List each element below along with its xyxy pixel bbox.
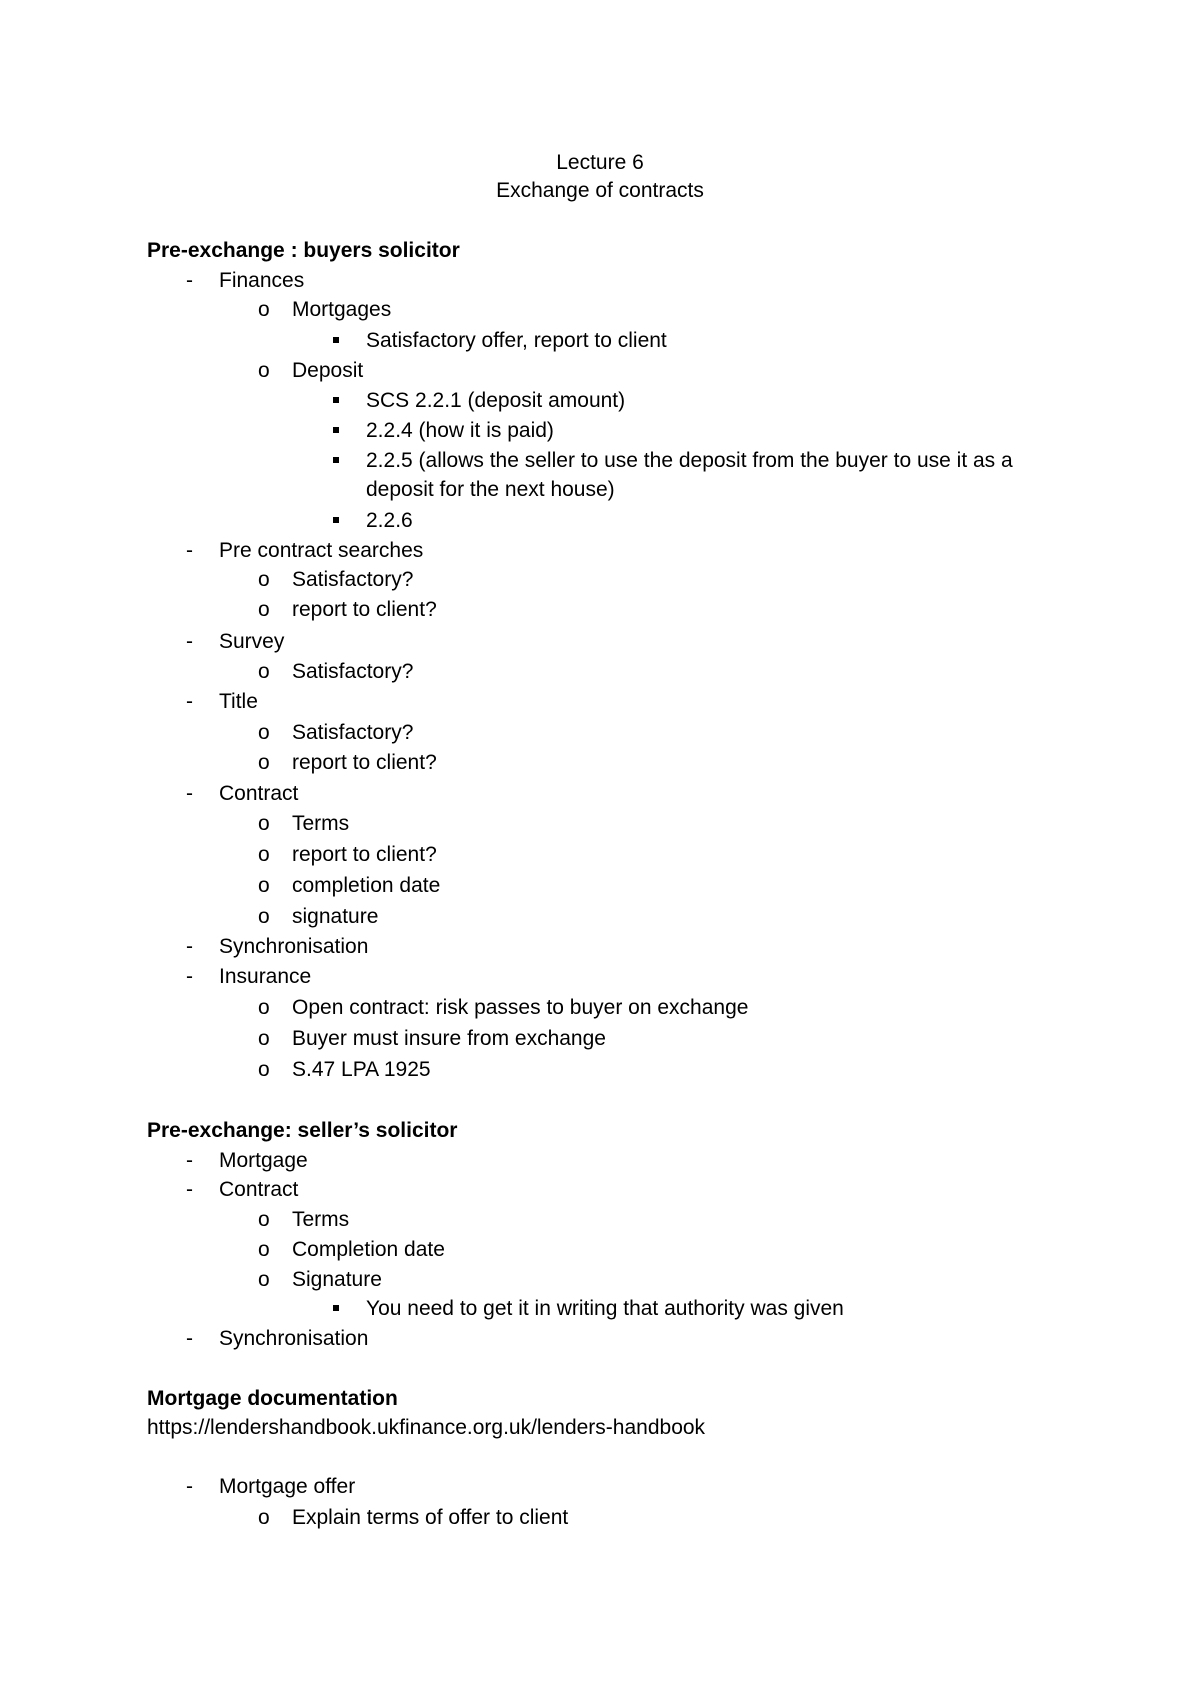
dash-bullet: - [186, 1149, 193, 1172]
dash-bullet: - [186, 539, 193, 562]
section-heading-buyers-solicitor: Pre-exchange : buyers solicitor [147, 239, 460, 262]
dash-bullet: - [186, 1178, 193, 1201]
item-seller-contract-terms: Terms [292, 1208, 350, 1231]
item-contract-completion-date: completion date [292, 874, 441, 897]
item-synchronisation: Synchronisation [219, 935, 369, 958]
circle-bullet: o [258, 874, 270, 897]
section-heading-mortgage-documentation: Mortgage documentation [147, 1387, 398, 1410]
square-bullet [333, 517, 339, 523]
item-survey-satisfactory: Satisfactory? [292, 660, 414, 683]
item-pre-contract-searches: Pre contract searches [219, 539, 424, 562]
item-contract: Contract [219, 782, 299, 805]
dash-bullet: - [186, 935, 193, 958]
dash-bullet: - [186, 269, 193, 292]
lenders-handbook-url: https://lendershandbook.ukfinance.org.uk/lenders-handbook [147, 1416, 706, 1439]
dash-bullet: - [186, 630, 193, 653]
square-bullet [333, 427, 339, 433]
item-searches-report: report to client? [292, 598, 437, 621]
item-contract-report: report to client? [292, 843, 437, 866]
item-seller-contract: Contract [219, 1178, 299, 1201]
item-explain-offer-terms: Explain terms of offer to client [292, 1506, 569, 1529]
item-title-satisfactory: Satisfactory? [292, 721, 414, 744]
item-contract-signature: signature [292, 905, 379, 928]
item-title: Title [219, 690, 258, 713]
item-mortgage-offer: Mortgage offer [219, 1475, 356, 1498]
circle-bullet: o [258, 843, 270, 866]
dash-bullet: - [186, 690, 193, 713]
item-insurance-s47-lpa: S.47 LPA 1925 [292, 1058, 431, 1081]
lecture-number: Lecture 6 [556, 151, 644, 174]
circle-bullet: o [258, 598, 270, 621]
item-2-2-6: 2.2.6 [366, 509, 413, 532]
square-bullet [333, 337, 339, 343]
circle-bullet: o [258, 1058, 270, 1081]
circle-bullet: o [258, 751, 270, 774]
item-seller-completion-date: Completion date [292, 1238, 445, 1261]
dash-bullet: - [186, 1475, 193, 1498]
circle-bullet: o [258, 359, 270, 382]
circle-bullet: o [258, 996, 270, 1019]
item-2-2-4: 2.2.4 (how it is paid) [366, 419, 554, 442]
circle-bullet: o [258, 905, 270, 928]
square-bullet [333, 397, 339, 403]
item-finances: Finances [219, 269, 305, 292]
square-bullet [333, 1305, 339, 1311]
circle-bullet: o [258, 298, 270, 321]
circle-bullet: o [258, 1268, 270, 1291]
item-satisfactory-offer: Satisfactory offer, report to client [366, 329, 667, 352]
item-insurance-open-contract: Open contract: risk passes to buyer on exchange [292, 996, 749, 1019]
dash-bullet: - [186, 782, 193, 805]
circle-bullet: o [258, 1027, 270, 1050]
item-title-report: report to client? [292, 751, 437, 774]
circle-bullet: o [258, 568, 270, 591]
section-heading-sellers-solicitor: Pre-exchange: seller’s solicitor [147, 1119, 458, 1142]
item-insurance-buyer-must-insure: Buyer must insure from exchange [292, 1027, 606, 1050]
item-survey: Survey [219, 630, 285, 653]
item-deposit: Deposit [292, 359, 364, 382]
dash-bullet: - [186, 965, 193, 988]
item-contract-terms: Terms [292, 812, 350, 835]
square-bullet [333, 457, 339, 463]
circle-bullet: o [258, 1238, 270, 1261]
item-searches-satisfactory: Satisfactory? [292, 568, 414, 591]
document-title: Exchange of contracts [496, 179, 704, 202]
item-2-2-5-continued: deposit for the next house) [366, 478, 615, 501]
item-scs-2-2-1: SCS 2.2.1 (deposit amount) [366, 389, 626, 412]
item-seller-synchronisation: Synchronisation [219, 1327, 369, 1350]
item-seller-signature: Signature [292, 1268, 382, 1291]
item-mortgage: Mortgage [219, 1149, 308, 1172]
circle-bullet: o [258, 812, 270, 835]
circle-bullet: o [258, 721, 270, 744]
circle-bullet: o [258, 1506, 270, 1529]
dash-bullet: - [186, 1327, 193, 1350]
item-insurance: Insurance [219, 965, 312, 988]
item-mortgages: Mortgages [292, 298, 392, 321]
circle-bullet: o [258, 1208, 270, 1231]
circle-bullet: o [258, 660, 270, 683]
item-authority-in-writing: You need to get it in writing that authority was given [366, 1297, 844, 1320]
item-2-2-5: 2.2.5 (allows the seller to use the deposit from the buyer to use it as a [366, 449, 1013, 472]
